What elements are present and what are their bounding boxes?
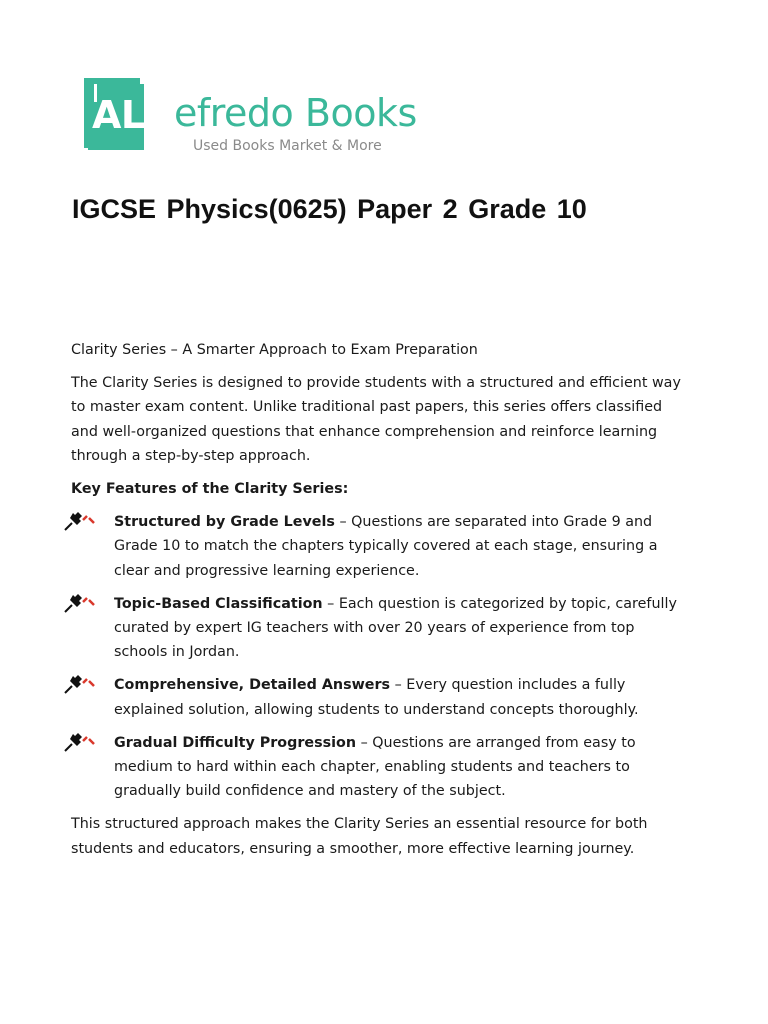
feature-description: – Questions are separated into Grade 9 and Grade 10 to match the chapters typically covered at each stage, ensuring a clear and progressive learning experience.	[114, 514, 658, 579]
feature-item	[71, 673, 681, 721]
document-body	[71, 338, 681, 870]
feature-text	[71, 673, 681, 721]
feature-text	[71, 592, 681, 665]
intro-paragraph: The Clarity Series is designed to provide students with a structured and efficient way to master exam content. Unlike traditional past papers, this series offers classified and well-organized questions that enhance comprehension and reinforce learning through a step-by-step approach.	[71, 375, 681, 464]
logo-tagline: Used Books Market & More	[193, 138, 382, 154]
pushpin-icon	[63, 512, 103, 532]
feature-item	[71, 510, 681, 583]
pushpin-icon	[63, 675, 103, 695]
intro-subtitle: Clarity Series – A Smarter Approach to Exam Preparation	[71, 342, 478, 358]
page-title: IGCSE Physics(0625) Paper 2 Grade 10	[72, 194, 587, 224]
feature-title: Gradual Difficulty Progression	[114, 734, 357, 751]
logo-brand-text: efredo Books	[174, 91, 417, 135]
feature-text	[71, 510, 681, 583]
logo-brand	[92, 91, 417, 137]
feature-description: – Every question includes a fully explained solution, allowing students to understand concepts thoroughly.	[114, 677, 639, 718]
pushpin-icon	[63, 733, 103, 753]
feature-title: Structured by Grade Levels	[114, 514, 335, 531]
feature-description: – Questions are arranged from easy to medium to hard within each chapter, enabling students and teachers to gradually build confidence and mastery of the subject.	[114, 734, 636, 800]
feature-item	[71, 592, 681, 665]
feature-title: Comprehensive, Detailed Answers	[114, 677, 391, 694]
features-heading: Key Features of the Clarity Series:	[71, 481, 349, 498]
feature-text	[71, 731, 681, 804]
pushpin-icon	[63, 594, 103, 614]
logo-badge-text: AL	[92, 93, 145, 137]
feature-title: Topic-Based Classification	[114, 595, 323, 612]
feature-description: – Each question is categorized by topic, carefully curated by expert IG teachers with over 20 years of experience from top schools in Jordan.	[114, 595, 677, 661]
feature-item	[71, 731, 681, 804]
alefredo-books-logo	[80, 76, 420, 156]
closing-paragraph: This structured approach makes the Clarity Series an essential resource for both students and educators, ensuring a smoother, more effective learning journey.	[71, 816, 648, 857]
